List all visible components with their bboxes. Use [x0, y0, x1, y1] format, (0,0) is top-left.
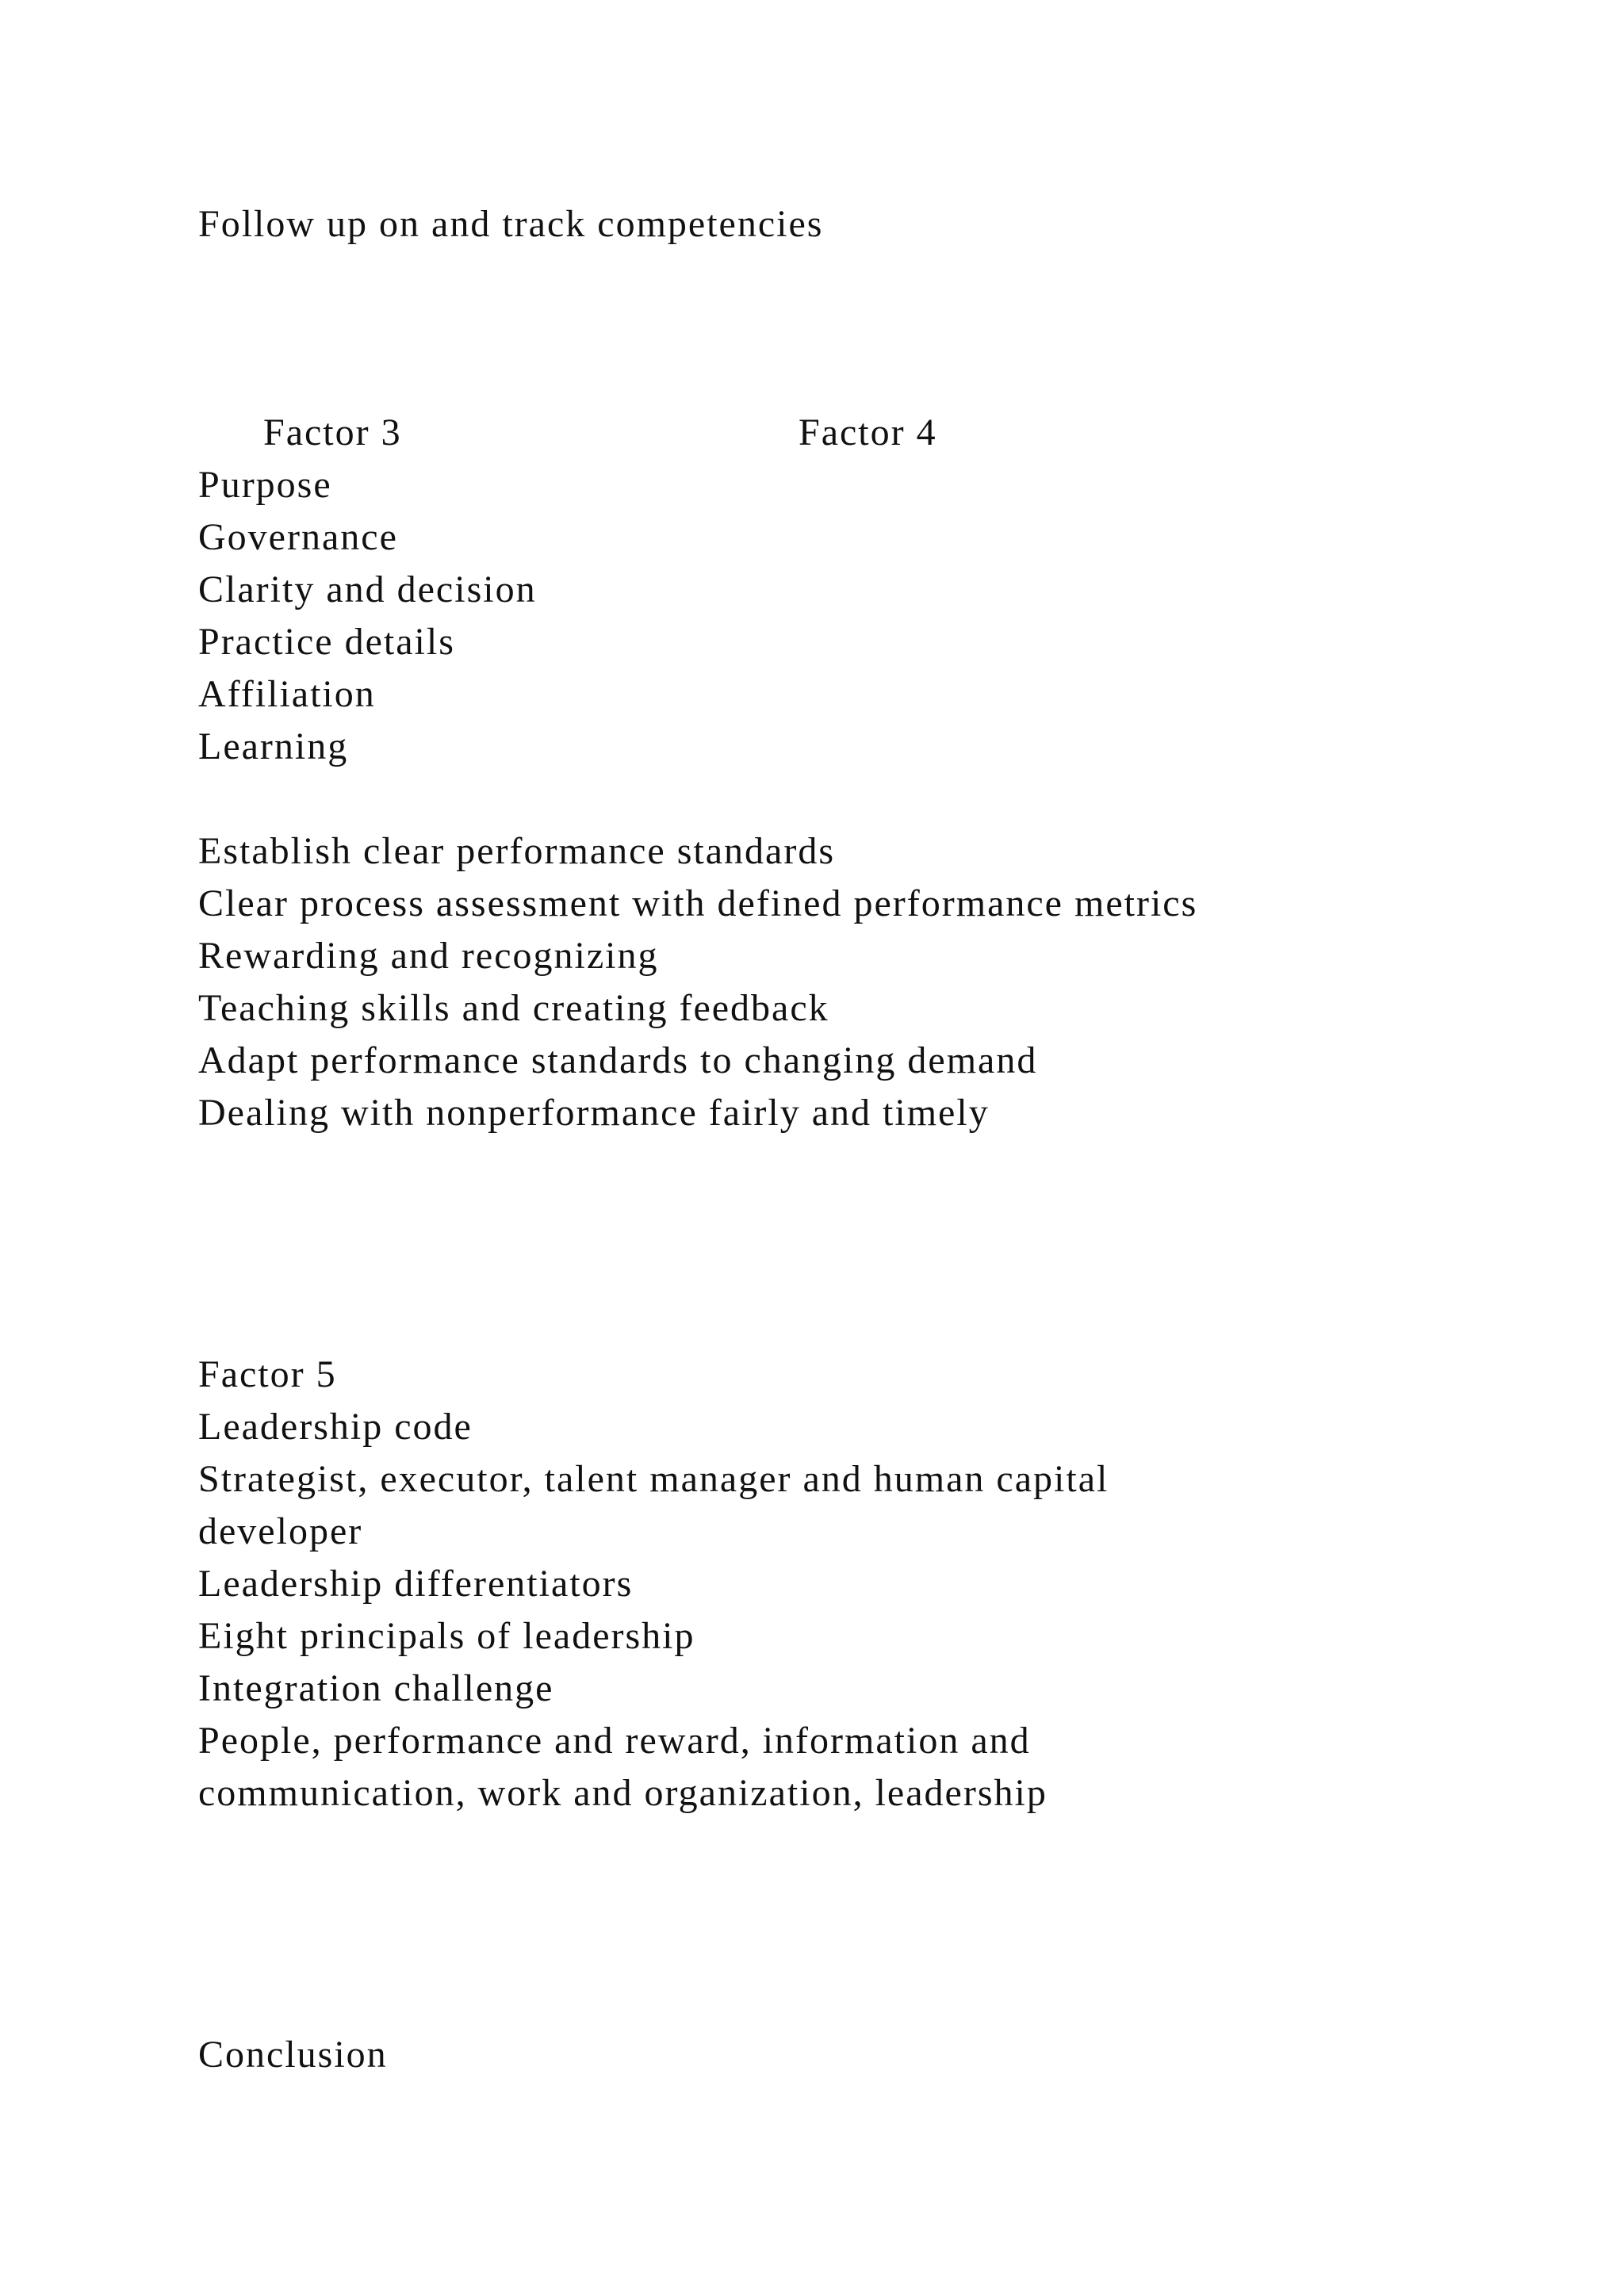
list-item: Eight principals of leadership: [198, 1615, 695, 1657]
list-item: Rewarding and recognizing: [198, 935, 659, 977]
list-item: Integration challenge: [198, 1667, 554, 1709]
list-item: Leadership differentiators: [198, 1563, 634, 1605]
factor-5-heading: Factor 5: [198, 1353, 337, 1395]
list-item: Clear process assessment with defined performance metrics: [198, 882, 1198, 924]
list-item: Adapt performance standards to changing demand: [198, 1039, 1038, 1081]
list-item: Purpose: [198, 464, 332, 506]
list-item: Practice details: [198, 621, 455, 663]
list-item: Learning: [198, 725, 349, 767]
list-item: Governance: [198, 516, 398, 558]
list-item: Clarity and decision: [198, 568, 537, 610]
list-item: communication, work and organization, leadership: [198, 1772, 1048, 1814]
list-item: People, performance and reward, information and: [198, 1720, 1031, 1762]
factor-4-label: Factor 4: [799, 411, 937, 453]
intro-heading: Follow up on and track competencies: [198, 203, 824, 245]
list-item: Leadership code: [198, 1406, 473, 1448]
list-item: Strategist, executor, talent manager and human capital: [198, 1458, 1109, 1500]
list-item: Establish clear performance standards: [198, 830, 836, 872]
list-item: Affiliation: [198, 673, 376, 715]
list-item: developer: [198, 1510, 363, 1552]
conclusion-heading: Conclusion: [198, 2034, 388, 2076]
list-item: Teaching skills and creating feedback: [198, 987, 829, 1029]
factor-3-label: Factor 3: [263, 411, 402, 453]
list-item: Dealing with nonperformance fairly and timely: [198, 1092, 990, 1134]
